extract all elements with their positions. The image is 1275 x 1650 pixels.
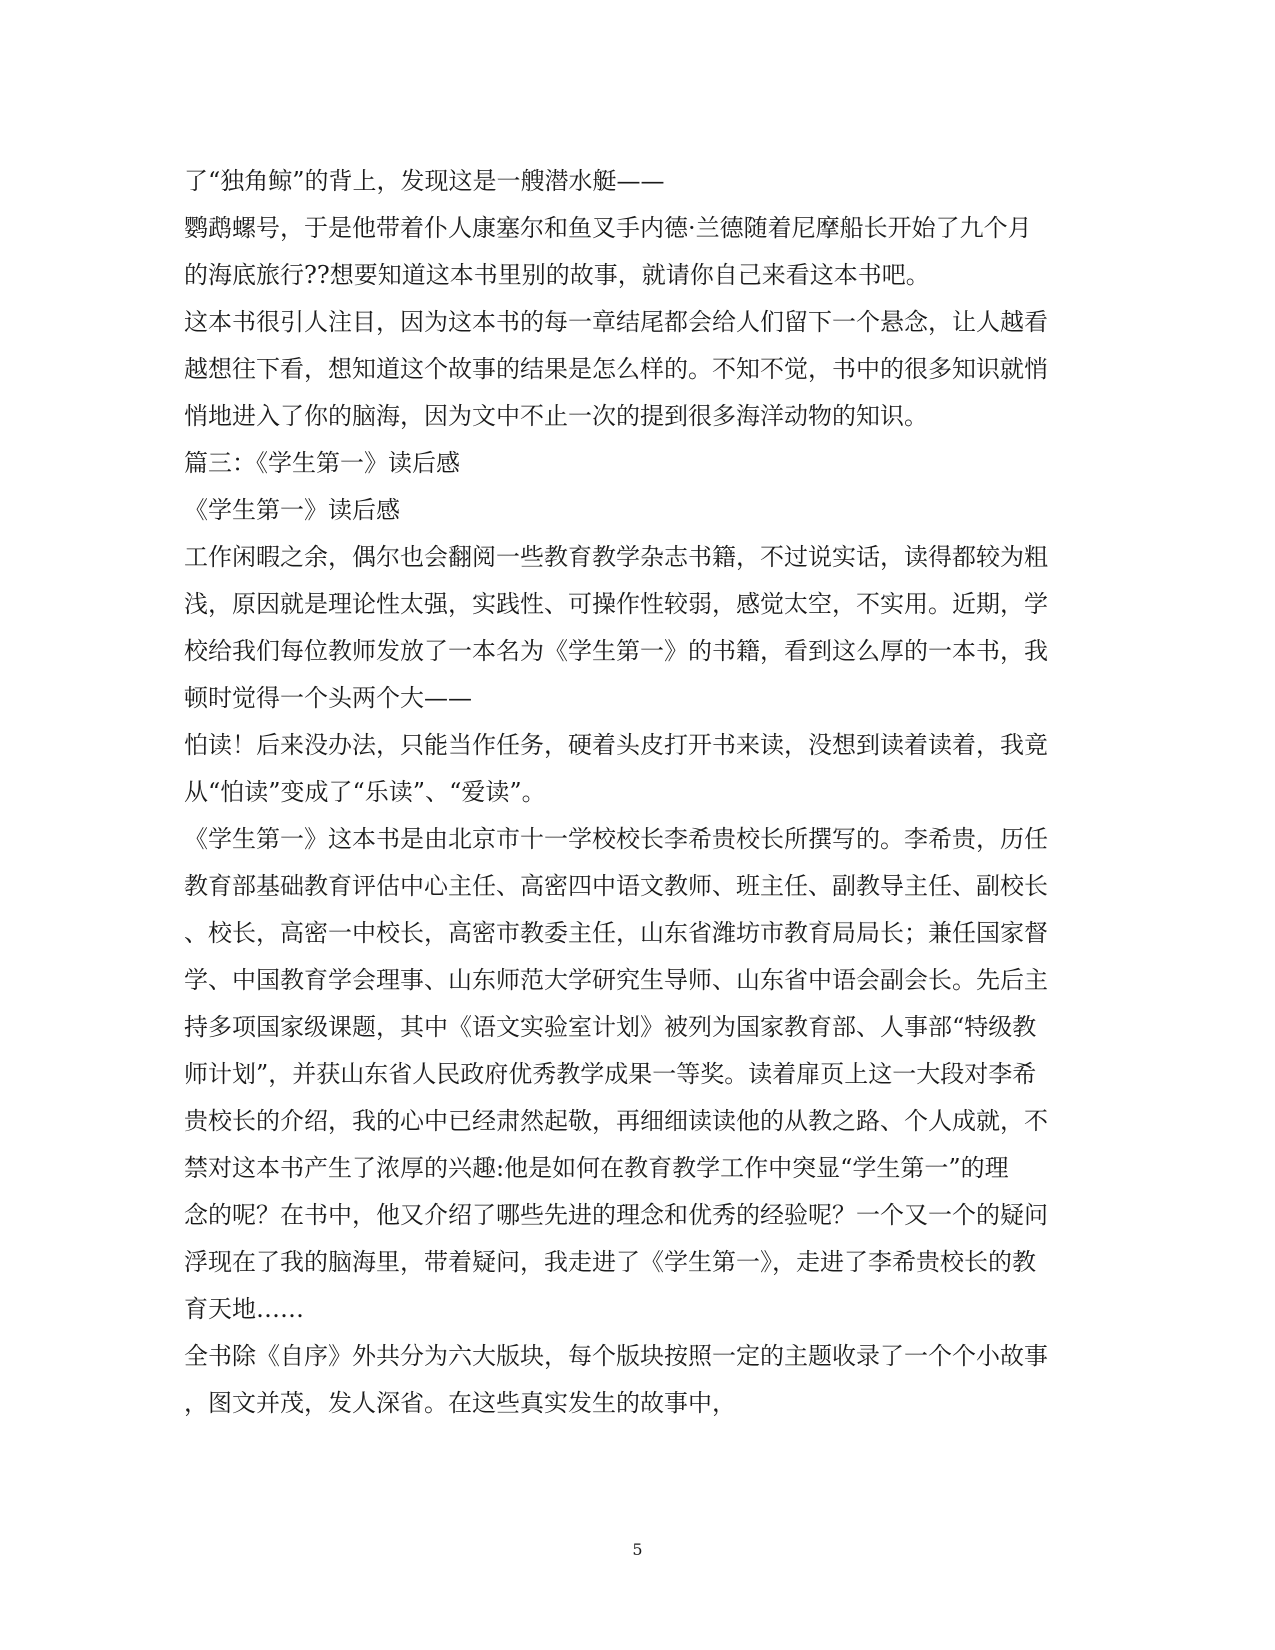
text-line: 学、中国教育学会理事、山东师范大学研究生导师、山东省中语会副会长。先后主 <box>184 966 1048 994</box>
text-line: 念的呢？在书中，他又介绍了哪些先进的理念和优秀的经验呢？一个又一个的疑问 <box>184 1201 1048 1229</box>
document-body <box>184 158 1094 1427</box>
text-line: 工作闲暇之余，偶尔也会翻阅一些教育教学杂志书籍，不过说实话，读得都较为粗 <box>184 543 1048 571</box>
text-line: 顿时觉得一个头两个大—— <box>184 684 472 712</box>
text-line: 悄地进入了你的脑海，因为文中不止一次的提到很多海洋动物的知识。 <box>184 402 928 430</box>
text-line: 鹦鹉螺号，于是他带着仆人康塞尔和鱼叉手内德·兰德随着尼摩船长开始了九个月 <box>184 214 1032 242</box>
text-line: 怕读！后来没办法，只能当作任务，硬着头皮打开书来读，没想到读着读着，我竟 <box>184 731 1048 759</box>
text-line: 校给我们每位教师发放了一本名为《学生第一》的书籍，看到这么厚的一本书，我 <box>184 637 1048 665</box>
page-number: 5 <box>632 1540 643 1559</box>
text-line: 、校长，高密一中校长，高密市教委主任，山东省潍坊市教育局局长；兼任国家督 <box>184 919 1048 947</box>
text-line: 禁对这本书产生了浓厚的兴趣:他是如何在教育教学工作中突显“学生第一”的理 <box>184 1154 1009 1182</box>
text-line: 教育部基础教育评估中心主任、高密四中语文教师、班主任、副教导主任、副校长 <box>184 872 1048 900</box>
text-line: 《学生第一》这本书是由北京市十一学校校长李希贵校长所撰写的。李希贵，历任 <box>184 825 1048 853</box>
text-line: 全书除《自序》外共分为六大版块，每个版块按照一定的主题收录了一个个小故事 <box>184 1342 1048 1370</box>
text-line: ，图文并茂，发人深省。在这些真实发生的故事中， <box>184 1389 736 1417</box>
article-title: 《学生第一》读后感 <box>184 496 400 524</box>
text-line: 浅，原因就是理论性太强，实践性、可操作性较弱，感觉太空，不实用。近期，学 <box>184 590 1048 618</box>
text-line: 的海底旅行??想要知道这本书里别的故事，就请你自己来看这本书吧。 <box>184 261 930 289</box>
section-heading: 篇三：《学生第一》读后感 <box>184 449 460 477</box>
text-line: 从“怕读”变成了“乐读”、“爱读”。 <box>184 778 546 806</box>
text-line: 越想往下看，想知道这个故事的结果是怎么样的。不知不觉，书中的很多知识就悄 <box>184 355 1048 383</box>
text-line: 育天地…… <box>184 1295 304 1323</box>
text-line: 这本书很引人注目，因为这本书的每一章结尾都会给人们留下一个悬念，让人越看 <box>184 308 1048 336</box>
text-line: 持多项国家级课题，其中《语文实验室计划》被列为国家教育部、人事部“特级教 <box>184 1013 1037 1041</box>
text-line: 了“独角鲸”的背上，发现这是一艘潜水艇—— <box>184 167 665 195</box>
text-line: 师计划”，并获山东省人民政府优秀教学成果一等奖。读着扉页上这一大段对李希 <box>184 1060 1037 1088</box>
text-line: 贵校长的介绍，我的心中已经肃然起敬，再细细读读他的从教之路、个人成就，不 <box>184 1107 1048 1135</box>
text-line: 浮现在了我的脑海里，带着疑问，我走进了《学生第一》，走进了李希贵校长的教 <box>184 1248 1036 1276</box>
